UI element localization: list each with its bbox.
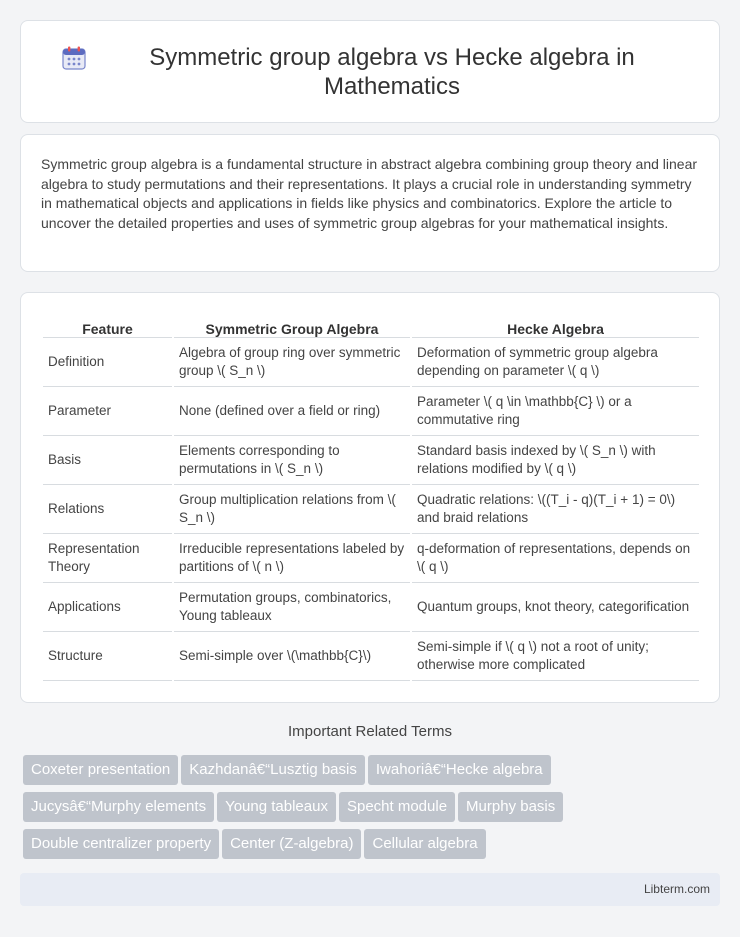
tag-iwahori-hecke-algebra[interactable]: Iwahoriâ€“Hecke algebra xyxy=(368,755,551,785)
table-row xyxy=(43,386,699,435)
calendar-icon xyxy=(61,45,87,71)
tag-center-z-algebra[interactable]: Center (Z-algebra) xyxy=(222,829,361,859)
hecke-cell: Quantum groups, knot theory, categorification xyxy=(411,582,699,631)
intro-card xyxy=(20,134,720,272)
symmetric-cell: Semi-simple over \(\mathbb{C}\) xyxy=(173,631,411,680)
tag-double-centralizer-property[interactable]: Double centralizer property xyxy=(23,829,219,859)
table-header-row xyxy=(43,315,699,337)
feature-cell: Structure xyxy=(43,631,173,680)
footer xyxy=(20,873,720,906)
feature-cell: Basis xyxy=(43,435,173,484)
symmetric-cell: Irreducible representations labeled by partitions of \( n \) xyxy=(173,533,411,582)
hecke-cell: Semi-simple if \( q \) not a root of unity; otherwise more complicated xyxy=(411,631,699,680)
header-feature: Feature xyxy=(43,315,173,337)
table-row xyxy=(43,631,699,680)
hecke-cell: Quadratic relations: \((T_i - q)(T_i + 1) = 0\) and braid relations xyxy=(411,484,699,533)
tag-young-tableaux[interactable]: Young tableaux xyxy=(217,792,336,822)
hecke-cell: Standard basis indexed by \( S_n \) with relations modified by \( q \) xyxy=(411,435,699,484)
tag-coxeter-presentation[interactable]: Coxeter presentation xyxy=(23,755,178,785)
footer-brand[interactable]: Libterm.com xyxy=(643,882,710,896)
tag-kazhdan-lusztig-basis[interactable]: Kazhdanâ€“Lusztig basis xyxy=(181,755,365,785)
feature-cell: Applications xyxy=(43,582,173,631)
comparison-table xyxy=(43,315,699,681)
related-terms-tags xyxy=(23,755,723,866)
symmetric-cell: Elements corresponding to permutations in \( S_n \) xyxy=(173,435,411,484)
table-row xyxy=(43,533,699,582)
hecke-cell: Deformation of symmetric group algebra depending on parameter \( q \) xyxy=(411,337,699,386)
tag-cellular-algebra[interactable]: Cellular algebra xyxy=(364,829,485,859)
symmetric-cell: None (defined over a field or ring) xyxy=(173,386,411,435)
symmetric-cell: Permutation groups, combinatorics, Young tableaux xyxy=(173,582,411,631)
title-wrap xyxy=(21,21,719,122)
table-row xyxy=(43,435,699,484)
feature-cell: Relations xyxy=(43,484,173,533)
tag-jucys-murphy-elements[interactable]: Jucysâ€“Murphy elements xyxy=(23,792,214,822)
header-symmetric: Symmetric Group Algebra xyxy=(173,315,411,337)
hecke-cell: q-deformation of representations, depends on \( q \) xyxy=(411,533,699,582)
tag-specht-module[interactable]: Specht module xyxy=(339,792,455,822)
tag-murphy-basis[interactable]: Murphy basis xyxy=(458,792,563,822)
intro-text: Symmetric group algebra is a fundamental structure in abstract algebra combining group theory and linear algebra to study permutations and their representations. It plays a crucial role in understanding symmetry in mathematical objects and applications in fields like physics and combinatorics. Explore the article to uncover the detailed properties and uses of symmetric group algebras for your mathematical insights. xyxy=(41,156,698,231)
related-terms-title: Important Related Terms xyxy=(288,723,452,740)
symmetric-cell: Algebra of group ring over symmetric group \( S_n \) xyxy=(173,337,411,386)
hecke-cell: Parameter \( q \in \mathbb{C} \) or a commutative ring xyxy=(411,386,699,435)
table-row xyxy=(43,337,699,386)
symmetric-cell: Group multiplication relations from \( S_n \) xyxy=(173,484,411,533)
table-row xyxy=(43,582,699,631)
comparison-card xyxy=(20,292,720,703)
header-hecke: Hecke Algebra xyxy=(411,315,699,337)
page-title: Symmetric group algebra vs Hecke algebra in Mathematics xyxy=(149,43,635,100)
feature-cell: Representation Theory xyxy=(43,533,173,582)
feature-cell: Definition xyxy=(43,337,173,386)
feature-cell: Parameter xyxy=(43,386,173,435)
table-row xyxy=(43,484,699,533)
header-card xyxy=(20,20,720,123)
